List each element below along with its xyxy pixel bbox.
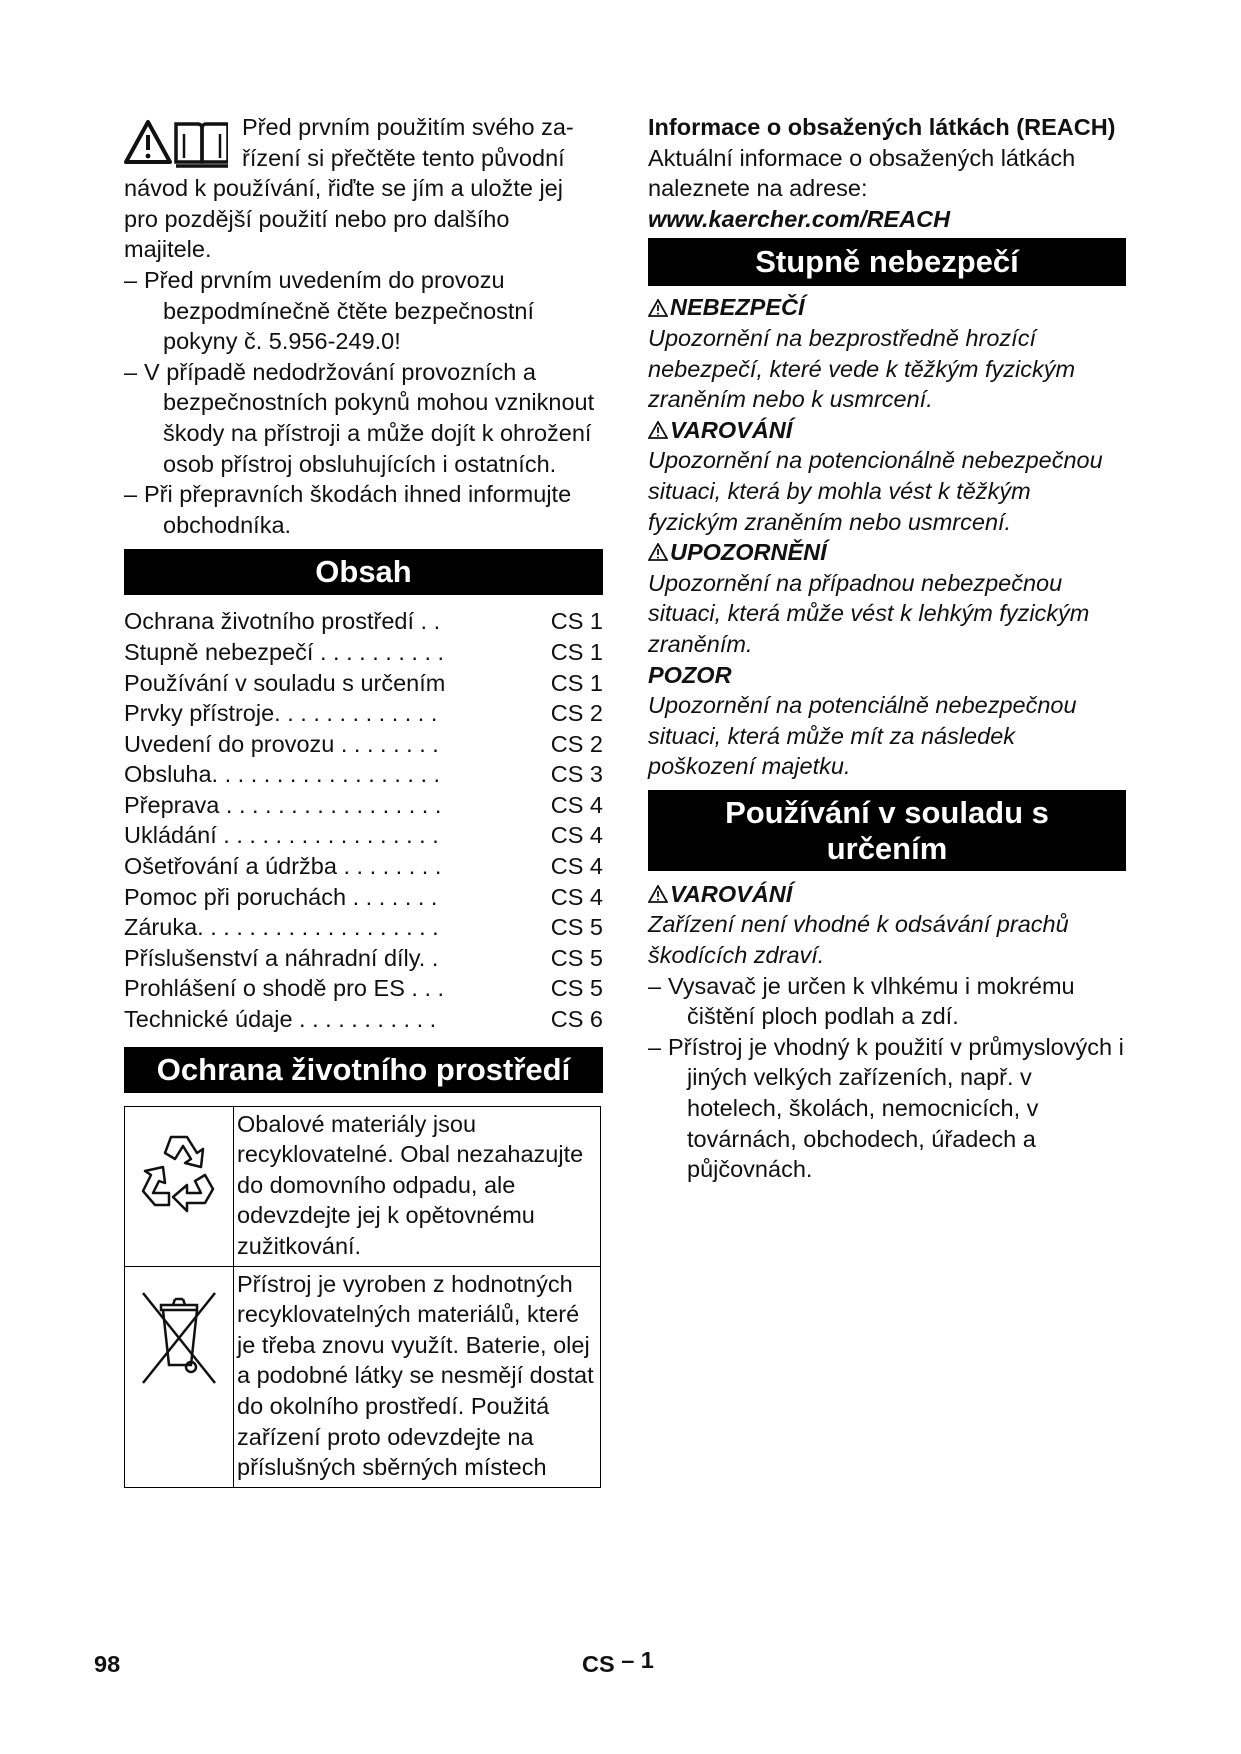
toc-entry[interactable] <box>124 820 603 851</box>
toc-entry[interactable] <box>124 882 603 913</box>
warning-book-icons <box>124 118 228 170</box>
toc-entry-label: Příslušenství a náhradní díly. . <box>124 944 439 971</box>
hazard-label: VAROVÁNÍ <box>648 415 1126 446</box>
toc-entry[interactable] <box>124 698 603 729</box>
toc-entry-page: CS 4 <box>550 822 603 849</box>
reach-heading: Informace o obsažených látkách (REACH) <box>648 114 1116 140</box>
toc-entry[interactable] <box>124 606 603 637</box>
toc-entry-label: Stupně nebezpečí . . . . . . . . . . <box>124 638 445 665</box>
intended-use-warning-text: Zařízení není vhodné k odsávání prachů škodících zdraví. <box>648 911 1069 969</box>
warning-triangle-icon <box>648 543 668 561</box>
hazard-description: Upozornění na potenciálně nebezpečnou situaci, která může mít za následek poškození majetku. <box>648 692 1077 780</box>
hazard-label: UPOZORNĚNÍ <box>648 537 1126 568</box>
intro-rest: návod k používání, řiďte se jím a uložte jej pro pozdější použití nebo pro dalšího majitele. <box>124 175 563 263</box>
environment-text-1: Obalové materiály jsou recyklovatelné. Obal nezahazujte do domovního odpadu, ale odevzdejte jej k opětovnému zužitkování. <box>234 1106 601 1266</box>
toc-entry-page: CS 5 <box>550 944 603 971</box>
list-item: – Při přepravních škodách ihned informujte obchodníka. <box>124 481 572 538</box>
footer-language: CS – 1 <box>582 1647 654 1677</box>
intro-bullets <box>124 265 603 540</box>
toc-entry-label: Ošetřování a údržba . . . . . . . . <box>124 853 442 880</box>
environment-text-2: Přístroj je vyroben z hodnotných recyklovatelných materiálů, které je třeba znovu využít. Baterie, olej a podobné látky se nesmějí dostat do okolního prostředí. Použitá zařízení proto odevzdejte na příslušných sběrných místech <box>234 1266 601 1487</box>
manual-book-icon <box>176 124 228 166</box>
list-item: – Vysavač je určen k vlhkému i mokrému čištění ploch podlah a zdí. <box>648 972 1075 1030</box>
hazard-description: Upozornění na případnou nebezpečnou situaci, která může vést k lehkým fyzickým zraněním. <box>648 569 1090 657</box>
toc-entry-page: CS 1 <box>550 638 603 665</box>
toc-entry-label: Ukládání . . . . . . . . . . . . . . . . . <box>124 822 439 849</box>
hazard-levels <box>648 292 1126 782</box>
environment-table <box>124 1106 601 1488</box>
intended-use-heading-line-1: Používání v souladu s <box>725 794 1049 830</box>
right-column <box>648 112 1126 1185</box>
toc-entry-page: CS 6 <box>550 1006 603 1033</box>
reach-url: www.kaercher.com/REACH <box>648 205 951 232</box>
toc-entry-label: Obsluha. . . . . . . . . . . . . . . . . . <box>124 761 441 788</box>
toc-entry-page: CS 1 <box>550 669 603 696</box>
toc-entry-page: CS 3 <box>550 761 603 788</box>
toc-entry-page: CS 4 <box>550 791 603 818</box>
toc-entry-page: CS 4 <box>550 883 603 910</box>
hazard-label: NEBEZPEČÍ <box>648 292 1126 323</box>
toc-entry-page: CS 2 <box>550 700 603 727</box>
intro-block <box>124 112 603 265</box>
toc-entry[interactable] <box>124 1004 603 1035</box>
table-row <box>125 1106 601 1266</box>
toc-entry[interactable] <box>124 943 603 974</box>
toc-entry-label: Přeprava . . . . . . . . . . . . . . . . . <box>124 791 442 818</box>
toc-entry-label: Ochrana životního prostředí . . <box>124 608 441 635</box>
intro-line-1: Před prvním použitím svého za- <box>242 114 574 140</box>
intended-use-heading <box>648 790 1126 871</box>
toc-entry-page: CS 1 <box>550 608 603 635</box>
list-item: – V případě nedodržování provozních a bezpečnostních pokynů mohou vzniknout škody na přístroji a může dojít k ohrožení osob přístroj obsluhujících i ostatních. <box>124 358 595 477</box>
toc-entry[interactable] <box>124 668 603 699</box>
toc-entry-label: Prohlášení o shodě pro ES . . . <box>124 975 445 1002</box>
toc-entry-label: Uvedení do provozu . . . . . . . . <box>124 730 439 757</box>
toc-entry-label: Technické údaje . . . . . . . . . . . <box>124 1006 437 1033</box>
intended-use-warning-label: VAROVÁNÍ <box>648 879 1126 910</box>
toc-entry-page: CS 5 <box>550 914 603 941</box>
table-of-contents <box>124 606 603 1034</box>
toc-entry-label: Pomoc při poruchách . . . . . . . <box>124 883 438 910</box>
table-row <box>125 1266 601 1487</box>
page-number: 98 <box>94 1651 121 1677</box>
toc-entry[interactable] <box>124 759 603 790</box>
toc-entry[interactable] <box>124 851 603 882</box>
recycling-icon <box>125 1127 233 1227</box>
intended-use-heading-line-2: určením <box>826 830 948 866</box>
list-item: – Přístroj je vhodný k použití v průmyslových i jiných velkých zařízeních, např. v hotelech, školách, nemocnicích, v továrnách, obchodech, úřadech a půjčovnách. <box>648 1033 1124 1183</box>
intended-use-bullets <box>648 971 1126 1185</box>
warning-triangle-icon <box>126 122 170 162</box>
hazard-levels-heading: Stupně nebezpečí <box>648 238 1126 286</box>
warning-triangle-icon <box>648 885 668 903</box>
toc-entry[interactable] <box>124 973 603 1004</box>
list-item: – Před prvním uvedením do provozu bezpodmínečně čtěte bezpečnostní pokyny č. 5.956-249.0! <box>124 266 535 355</box>
toc-entry-page: CS 2 <box>550 730 603 757</box>
hazard-description: Upozornění na bezprostředně hrozící nebezpečí, které vede k těžkým fyzickým zraněním nebo k usmrcení. <box>648 324 1076 413</box>
reach-text: Aktuální informace o obsažených látkách naleznete na adrese: <box>648 144 1076 202</box>
toc-entry-label: Používání v souladu s určením <box>124 669 446 696</box>
toc-entry-page: CS 4 <box>550 853 603 880</box>
warning-triangle-icon <box>648 299 668 317</box>
toc-entry-label: Prvky přístroje. . . . . . . . . . . . . <box>124 700 438 727</box>
toc-entry[interactable] <box>124 912 603 943</box>
toc-entry[interactable] <box>124 790 603 821</box>
warning-triangle-icon <box>648 421 668 439</box>
toc-heading: Obsah <box>124 549 603 595</box>
toc-entry[interactable] <box>124 637 603 668</box>
toc-entry-label: Záruka. . . . . . . . . . . . . . . . . . . <box>124 914 439 941</box>
recycling-icon-cell <box>125 1106 234 1266</box>
intro-line-2: řízení si přečtěte tento původní <box>242 144 565 171</box>
crossed-bin-icon <box>125 1283 233 1403</box>
hazard-label: POZOR <box>648 661 732 688</box>
toc-entry[interactable] <box>124 729 603 760</box>
crossed-bin-icon-cell <box>125 1266 234 1487</box>
environment-heading: Ochrana životního prostředí <box>124 1047 603 1093</box>
toc-entry-page: CS 5 <box>550 975 603 1002</box>
hazard-description: Upozornění na potencionálně nebezpečnou situaci, která by mohla vést k těžkým fyzickým zraněním nebo usmrcení. <box>648 447 1103 535</box>
left-column <box>124 112 603 1488</box>
